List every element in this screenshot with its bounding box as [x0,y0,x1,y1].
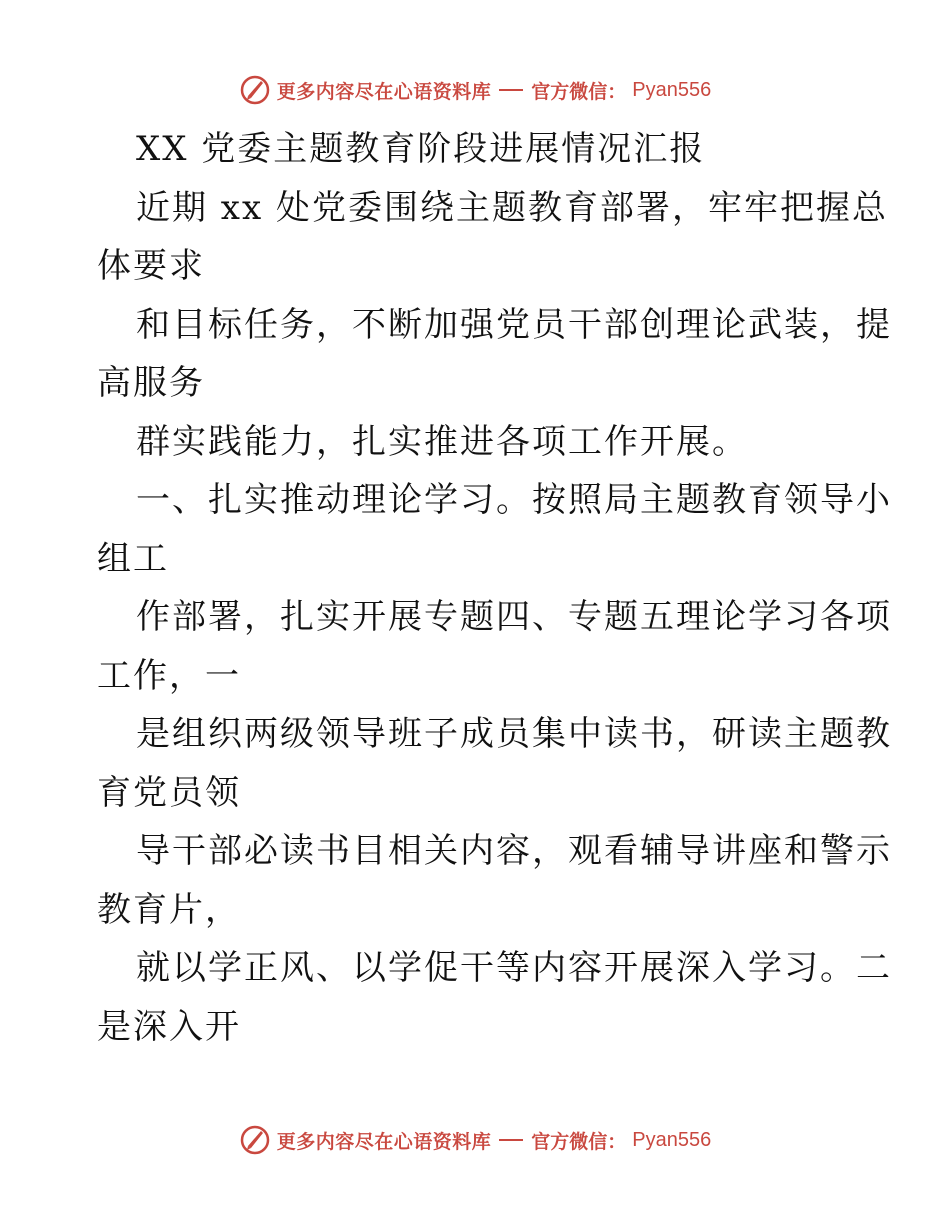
document-line: 导干部必读书目相关内容，观看辅导讲座和警示 [136,831,892,871]
document-title: XX 党委主题教育阶段进展情况汇报 [136,129,706,169]
banner-wechat-id: Pyan556 [632,78,712,101]
banner-text: 更多内容尽在心语资料库 [276,1130,492,1153]
document-line: 和目标任务，不断加强党员干部创理论武装，提 [136,304,892,345]
header-banner-inner [239,74,712,106]
document-line: 组工 [97,538,169,579]
footer-banner-inner [239,1124,712,1156]
document-line: 育党员领 [97,772,241,813]
quill-logo-icon [239,1124,271,1156]
document-line: 近期 xx 处党委围绕主题教育部署，牢牢把握总 [136,187,888,228]
document-line: 体要求 [97,246,205,286]
document-line: 一、扎实推动理论学习。按照局主题教育领导小 [136,480,892,520]
quill-logo-icon [239,74,271,106]
banner-text: 更多内容尽在心语资料库 [276,80,492,103]
banner-dash [499,89,523,91]
banner-wechat-id: Pyan556 [632,1128,712,1151]
document-line: 工作，一 [97,655,241,696]
document-line: 群实践能力，扎实推进各项工作开展。 [136,421,748,462]
banner-label: 官方微信： [531,80,627,103]
document-body [97,120,892,1056]
document-line: 是组织两级领导班子成员集中读书，研读主题教 [136,714,892,754]
header-banner [0,70,950,110]
document-line: 就以学正风、以学促干等内容开展深入学习。二 [136,948,892,988]
document-line: 是深入开 [97,1006,241,1047]
banner-label: 官方微信： [531,1130,627,1153]
document-line: 教育片， [97,889,241,930]
document-line: 高服务 [97,363,205,403]
document-line: 作部署，扎实开展专题四、专题五理论学习各项 [136,597,892,637]
banner-dash [499,1139,523,1141]
footer-banner [0,1120,950,1160]
